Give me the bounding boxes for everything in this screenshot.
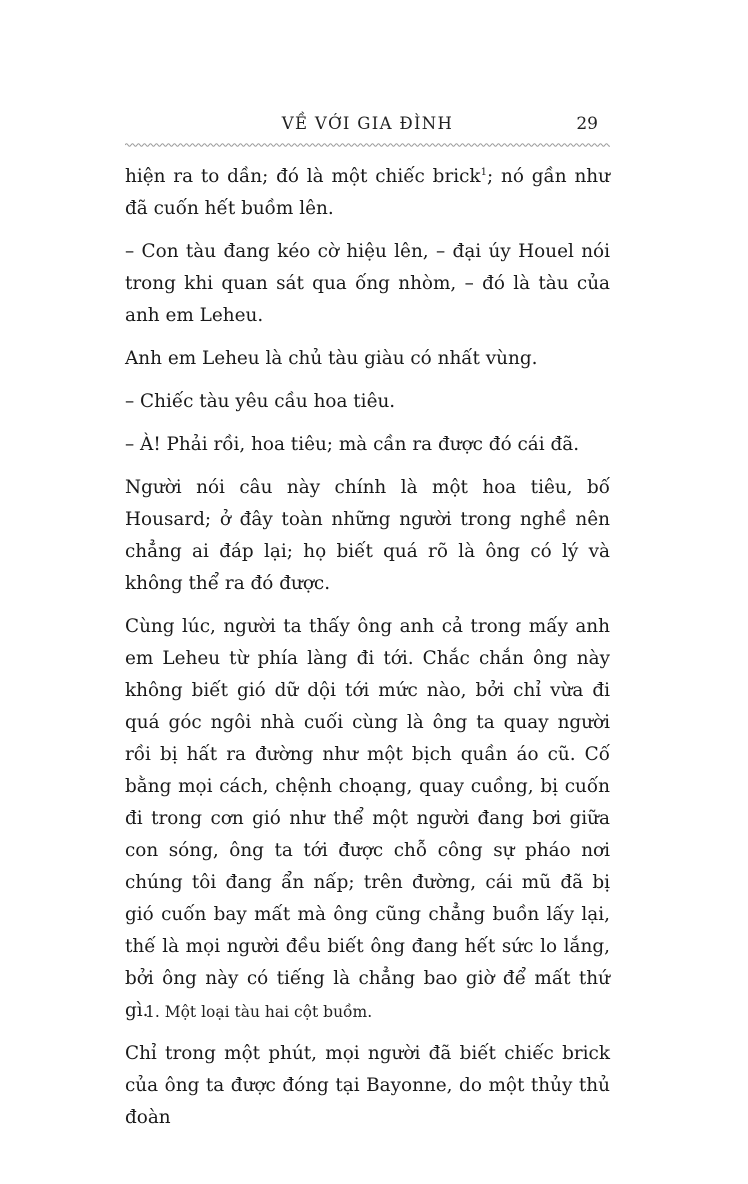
- paragraph-text: hiện ra to dần; đó là một chiếc brick: [125, 166, 481, 187]
- paragraph: Chỉ trong một phút, mọi người đã biết chiếc brick của ông ta được đóng tại Bayonne, do một thủy thủ đoàn: [125, 1043, 610, 1128]
- paragraph: Cùng lúc, người ta thấy ông anh cả trong mấy anh em Leheu từ phía làng đi tới. Chắc chắn ông này không biết gió dữ dội tới mức nào, bởi chỉ vừa đi quá góc ngôi nhà cuối cùng là ông ta quay người rồi bị hất ra đường như một bịch quần áo cũ. Cố bằng mọi cách, chệnh choạng, quay cuồng, bị cuốn đi trong cơn gió như thể một người đang bơi giữa con sóng, ông ta tới được chỗ công sự pháo nơi chúng tôi đang ẩn nấp; trên đường, cái mũ đã bị gió cuốn bay mất mà ông cũng chẳng buồn lấy lại, thế là mọi người đều biết ông đang hết sức lo lắng, bởi ông này có tiếng là chẳng bao giờ để mất thứ gì.: [125, 616, 610, 1021]
- chapter-title: VỀ VỚI GIA ĐÌNH: [281, 114, 454, 133]
- paragraph: Anh em Leheu là chủ tàu giàu có nhất vùng.: [125, 348, 538, 369]
- paragraph: – À! Phải rồi, hoa tiêu; mà cần ra được đó cái đã.: [125, 434, 580, 455]
- running-head: [125, 114, 610, 140]
- paragraph: – Chiếc tàu yêu cầu hoa tiêu.: [125, 391, 396, 412]
- footnote: 1. Một loại tàu hai cột buồm.: [145, 1003, 373, 1021]
- decorative-wavy-rule: [125, 141, 610, 149]
- footnote-reference: 1: [480, 167, 487, 178]
- paragraph: [125, 161, 610, 225]
- paragraph: Người nói câu này chính là một hoa tiêu, bố Housard; ở đây toàn những người trong nghề nên chẳng ai đáp lại; họ biết quá rõ là ông có lý và không thể ra đó được.: [125, 477, 610, 594]
- paragraph-text: ; nó gần như đã cuốn hết buồm lên.: [125, 166, 610, 219]
- paragraph: – Con tàu đang kéo cờ hiệu lên, – đại úy Houel nói trong khi quan sát qua ống nhòm, – đó là tàu của anh em Leheu.: [125, 241, 610, 326]
- body-text: [125, 161, 610, 1134]
- page-number: 29: [576, 114, 598, 134]
